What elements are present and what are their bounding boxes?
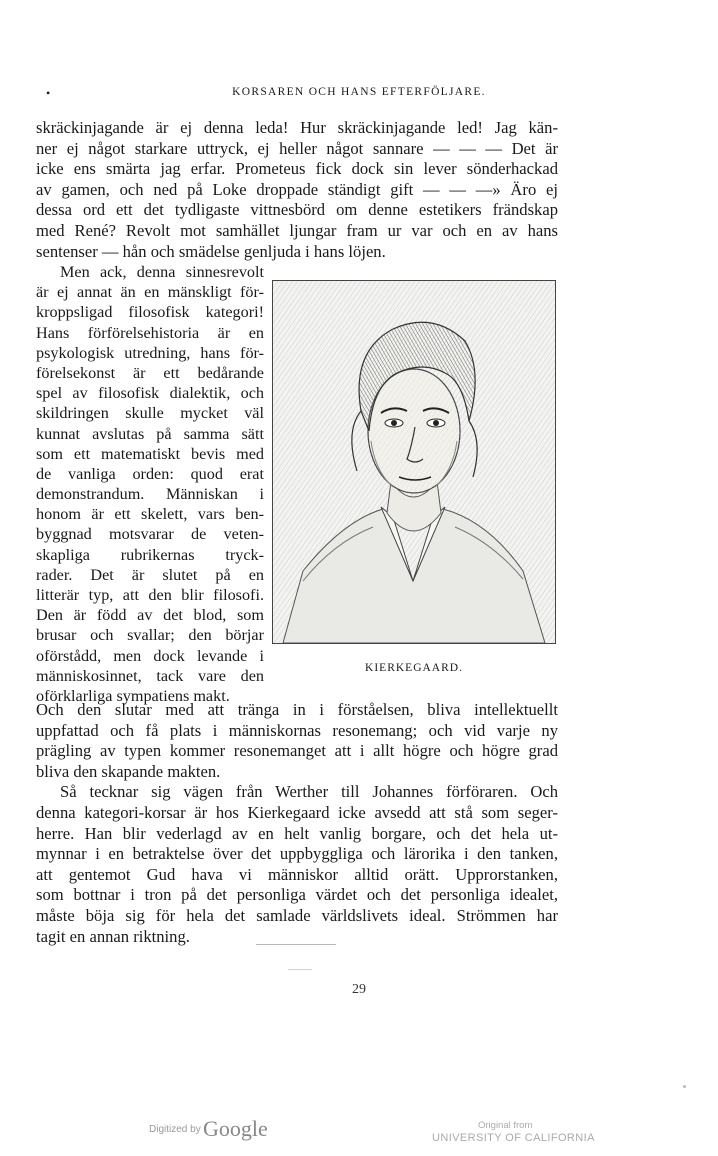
text-line: dessa ord ett det tydligaste vittnesbörd om denne estetikers frändskap (36, 200, 558, 220)
text-line: måste böja sig för hela det samlade världslivets ideal. Strömmen har (36, 905, 558, 925)
text-line: Så tecknar sig vägen från Werther till Johannes förföraren. Och (60, 782, 558, 802)
text-line: kunnat avslutas på samma sätt (36, 424, 264, 443)
text-line: oförstådd, men dock levande i (36, 646, 264, 665)
paragraph-2-column (36, 262, 264, 706)
kierkegaard-portrait (272, 280, 556, 644)
page-number: 29 (352, 982, 366, 997)
text-line: Och den slutar med att tränga in i förståelsen, bliva intellektuellt (36, 700, 558, 719)
text-line: är ej annat än en mänskligt för- (36, 283, 264, 302)
text-line: brusar och svallar; den börjar (36, 626, 264, 645)
original-from-label: Original from (478, 1120, 533, 1131)
figure-caption: KIERKEGAARD. (365, 662, 463, 674)
text-line: bliva den skapande makten. (36, 761, 221, 781)
text-line: rader. Det är slutet på en (36, 565, 264, 584)
text-line: tagit en annan riktning. (36, 926, 190, 946)
text-line: demonstrandum. Människan i (36, 485, 264, 504)
paragraph-3 (36, 700, 558, 947)
divider-rule (256, 944, 336, 945)
text-line: av gamen, och ned på Loke droppade ständigt gift — — —» Äro ej (36, 179, 558, 199)
text-line: skapliga rubrikernas tryck- (36, 545, 264, 564)
divider-rule-short (288, 969, 312, 970)
running-header: KORSAREN OCH HANS EFTERFÖLJARE. (232, 86, 486, 98)
portrait-engraving (273, 281, 555, 643)
digitized-by-label: Digitized by (149, 1124, 201, 1135)
text-line: oförklarliga sympatiens makt. (36, 686, 230, 705)
text-line: sentenser — hån och smädelse genljuda i hans löjen. (36, 241, 386, 261)
source-library-label: UNIVERSITY OF CALIFORNIA (432, 1132, 595, 1144)
text-line: psykologisk utredning, hans för- (36, 343, 264, 362)
text-line: byggnad motsvarar de veten- (36, 525, 264, 544)
text-line: förelsekonst är ett bedårande (36, 363, 264, 382)
text-line: Hans förförelsehistoria är en (36, 323, 264, 342)
text-line: att gentemot Gud hava vi människor alltid orätt. Upprorstanken, (36, 864, 558, 884)
text-line: Men ack, denna sinnesrevolt (60, 263, 264, 281)
text-line: de vanliga orden: quod erat (36, 464, 264, 483)
text-line: litterär typ, att den blir filosofi. (36, 586, 264, 604)
text-line: som bottnar i tron på det personliga värdet och det personliga idealet, (36, 885, 558, 905)
text-line: som ett matematiskt bevis med (36, 444, 264, 463)
text-line: ner ej något starkare uttryck, ej heller något sannare — — — Det är (36, 138, 558, 158)
text-line: prägling av typen kommer resonemanget att i allt högre och högre grad (36, 741, 558, 761)
scan-speck (683, 1085, 686, 1088)
paragraph-1 (36, 118, 558, 262)
text-line: skräckinjagande är ej denna leda! Hur skräckinjagande led! Jag kän- (36, 118, 558, 137)
text-line: uppfattad och få plats i människornas resonemang; och vid varje ny (36, 720, 558, 740)
text-line: kroppsligad filosofisk kategori! (36, 303, 264, 322)
text-line: herre. Han blir vederlagd av en helt vanlig borgare, och det hela ut- (36, 823, 558, 843)
text-line: människosinnet, tack vare den (36, 666, 264, 685)
text-line: Den är född av det blod, som (36, 606, 264, 625)
text-line: honom är ett skelett, vars ben- (36, 505, 264, 524)
text-line: icke ens smärta jag erfar. Prometeus fick dock sin lever sönderhackad (36, 159, 558, 179)
text-line: med René? Revolt mot samhället ljungar fram ur var och en av hans (36, 220, 558, 240)
text-line: mynnar i en betraktelse över det uppbyggliga och lärorika i den tanken, (36, 844, 558, 864)
text-line: skildringen skulle mycket väl (36, 404, 264, 423)
google-logo: Google (203, 1116, 268, 1141)
text-line: spel av filosofisk dialektik, och (36, 384, 264, 403)
header-bullet: • (46, 86, 51, 100)
text-line: denna kategori-korsar är hos Kierkegaard icke avsedd att stå som seger- (36, 802, 558, 822)
